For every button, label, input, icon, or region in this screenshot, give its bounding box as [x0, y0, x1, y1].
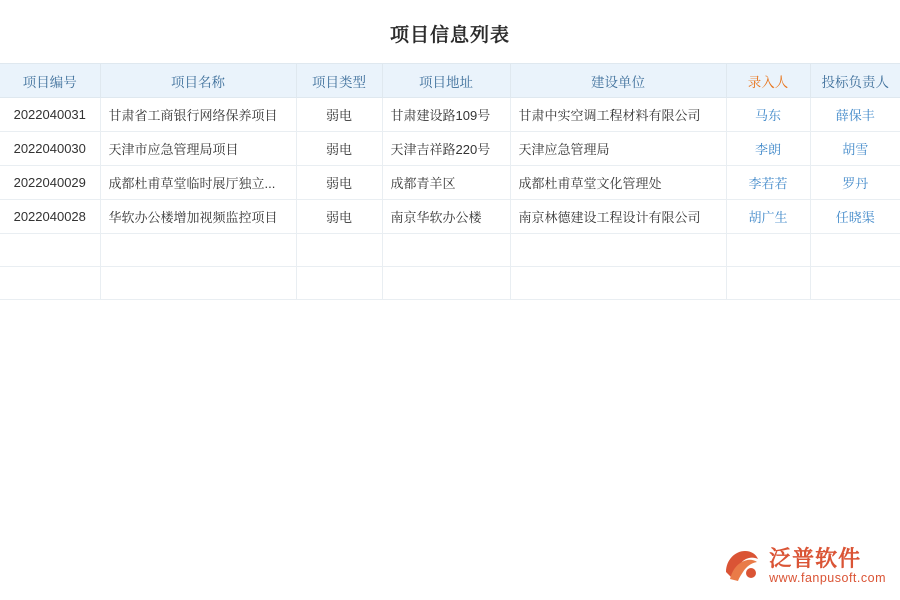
cell-empty: [100, 234, 296, 267]
cell-empty: [100, 267, 296, 300]
cell-empty: [510, 267, 726, 300]
cell-recorder[interactable]: 胡广生: [726, 200, 810, 234]
cell-empty: [382, 267, 510, 300]
watermark: [721, 546, 886, 586]
cell-empty: [510, 234, 726, 267]
cell-type: 弱电: [296, 98, 382, 132]
cell-address: 南京华软办公楼: [382, 200, 510, 234]
cell-unit: 天津应急管理局: [510, 132, 726, 166]
cell-name: 天津市应急管理局项目: [100, 132, 296, 166]
cell-name: 华软办公楼增加视频监控项目: [100, 200, 296, 234]
cell-type: 弱电: [296, 132, 382, 166]
cell-code: 2022040030: [0, 132, 100, 166]
watermark-url: www.fanpusoft.com: [769, 571, 886, 586]
cell-empty: [296, 234, 382, 267]
fanpu-logo-icon: [721, 546, 761, 586]
column-header-unit[interactable]: 建设单位: [510, 64, 726, 98]
page-title: 项目信息列表: [389, 25, 510, 46]
table-body: [0, 98, 900, 300]
cell-code: 2022040031: [0, 98, 100, 132]
cell-bid-owner[interactable]: 任晓渠: [810, 200, 900, 234]
cell-recorder[interactable]: 李朗: [726, 132, 810, 166]
table-row[interactable]: [0, 200, 900, 234]
cell-address: 天津吉祥路220号: [382, 132, 510, 166]
cell-empty: [726, 267, 810, 300]
cell-unit: 南京林德建设工程设计有限公司: [510, 200, 726, 234]
column-header-bid-owner[interactable]: 投标负责人: [810, 64, 900, 98]
cell-empty: [382, 234, 510, 267]
cell-code: 2022040029: [0, 166, 100, 200]
cell-bid-owner[interactable]: 薛保丰: [810, 98, 900, 132]
table-row-empty: [0, 234, 900, 267]
table-row[interactable]: [0, 98, 900, 132]
watermark-text: [769, 546, 886, 586]
cell-type: 弱电: [296, 200, 382, 234]
cell-address: 成都青羊区: [382, 166, 510, 200]
cell-address: 甘肃建设路109号: [382, 98, 510, 132]
cell-type: 弱电: [296, 166, 382, 200]
column-header-recorder[interactable]: 录入人: [726, 64, 810, 98]
cell-unit: 甘肃中实空调工程材料有限公司: [510, 98, 726, 132]
table-row[interactable]: [0, 166, 900, 200]
cell-bid-owner[interactable]: 胡雪: [810, 132, 900, 166]
column-header-name[interactable]: 项目名称: [100, 64, 296, 98]
column-header-code[interactable]: 项目编号: [0, 64, 100, 98]
cell-empty: [0, 267, 100, 300]
cell-empty: [810, 267, 900, 300]
cell-name: 成都杜甫草堂临时展厅独立...: [100, 166, 296, 200]
table-header: [0, 64, 900, 98]
cell-empty: [726, 234, 810, 267]
cell-recorder[interactable]: 李若若: [726, 166, 810, 200]
table-header-row: [0, 64, 900, 98]
table-row-empty: [0, 267, 900, 300]
cell-unit: 成都杜甫草堂文化管理处: [510, 166, 726, 200]
cell-empty: [0, 234, 100, 267]
cell-code: 2022040028: [0, 200, 100, 234]
cell-recorder[interactable]: 马东: [726, 98, 810, 132]
table-row[interactable]: [0, 132, 900, 166]
watermark-brand: 泛普软件: [769, 546, 862, 572]
column-header-type[interactable]: 项目类型: [296, 64, 382, 98]
project-list-table-container: [0, 63, 900, 300]
cell-bid-owner[interactable]: 罗丹: [810, 166, 900, 200]
column-header-address[interactable]: 项目地址: [382, 64, 510, 98]
project-list-table: [0, 63, 900, 300]
cell-empty: [296, 267, 382, 300]
cell-empty: [810, 234, 900, 267]
cell-name: 甘肃省工商银行网络保养项目: [100, 98, 296, 132]
